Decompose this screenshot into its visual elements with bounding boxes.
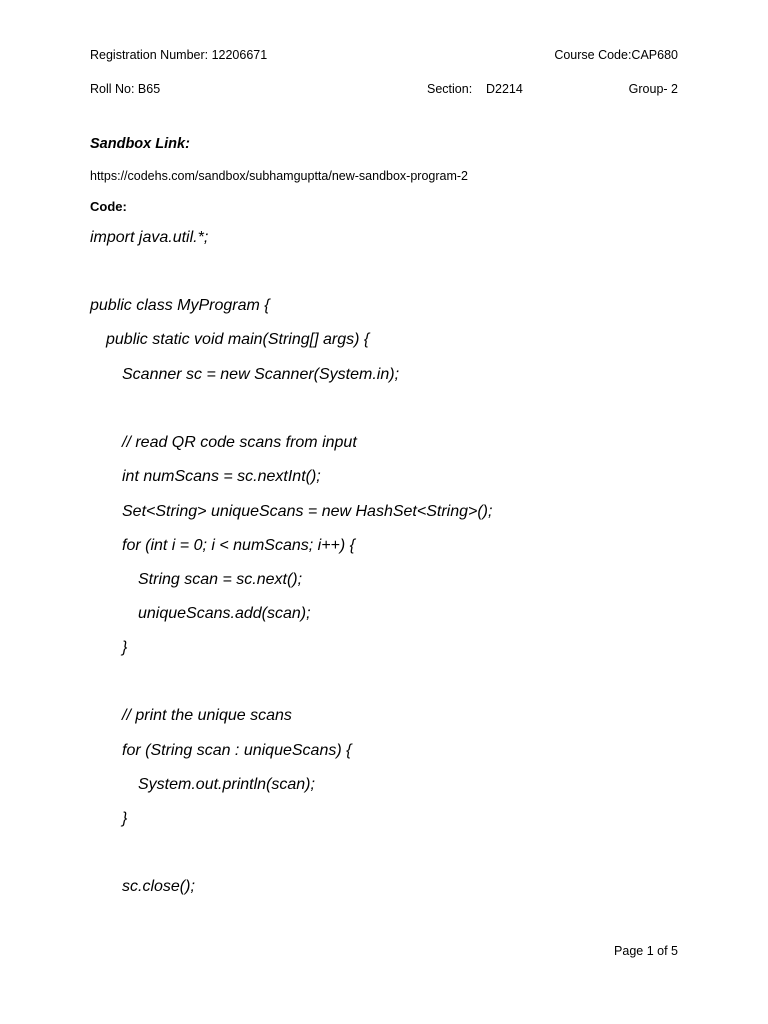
code-line: } <box>122 639 128 656</box>
code-line: uniqueScans.add(scan); <box>138 605 311 622</box>
roll-number: Roll No: B65 <box>90 82 161 96</box>
code-line: Scanner sc = new Scanner(System.in); <box>122 366 400 383</box>
section-label: Section: <box>427 82 473 96</box>
code-line: import java.util.*; <box>90 229 209 246</box>
code-line: // print the unique scans <box>122 707 292 724</box>
registration-number: Registration Number: 12206671 <box>90 48 268 62</box>
code-line: // read QR code scans from input <box>122 434 357 451</box>
group-label: Group- 2 <box>628 82 678 96</box>
code-line: sc.close(); <box>122 878 195 895</box>
code-line: Set<String> uniqueScans = new HashSet<String>(); <box>122 503 493 520</box>
sandbox-url[interactable]: https://codehs.com/sandbox/subhamguptta/new-sandbox-program-2 <box>90 169 468 183</box>
code-label: Code: <box>90 199 127 214</box>
course-code: Course Code:CAP680 <box>554 48 678 62</box>
section-value: D2214 <box>486 82 523 96</box>
code-line: for (String scan : uniqueScans) { <box>122 742 352 759</box>
code-line: } <box>122 810 128 827</box>
code-line: System.out.println(scan); <box>138 776 315 793</box>
code-line: String scan = sc.next(); <box>138 571 303 588</box>
code-line: int numScans = sc.nextInt(); <box>122 468 321 485</box>
code-line: public class MyProgram { <box>90 297 270 314</box>
code-line: for (int i = 0; i < numScans; i++) { <box>122 537 355 554</box>
sandbox-link-heading: Sandbox Link: <box>90 136 190 152</box>
code-line: public static void main(String[] args) { <box>106 331 370 348</box>
page-number: Page 1 of 5 <box>614 944 678 958</box>
